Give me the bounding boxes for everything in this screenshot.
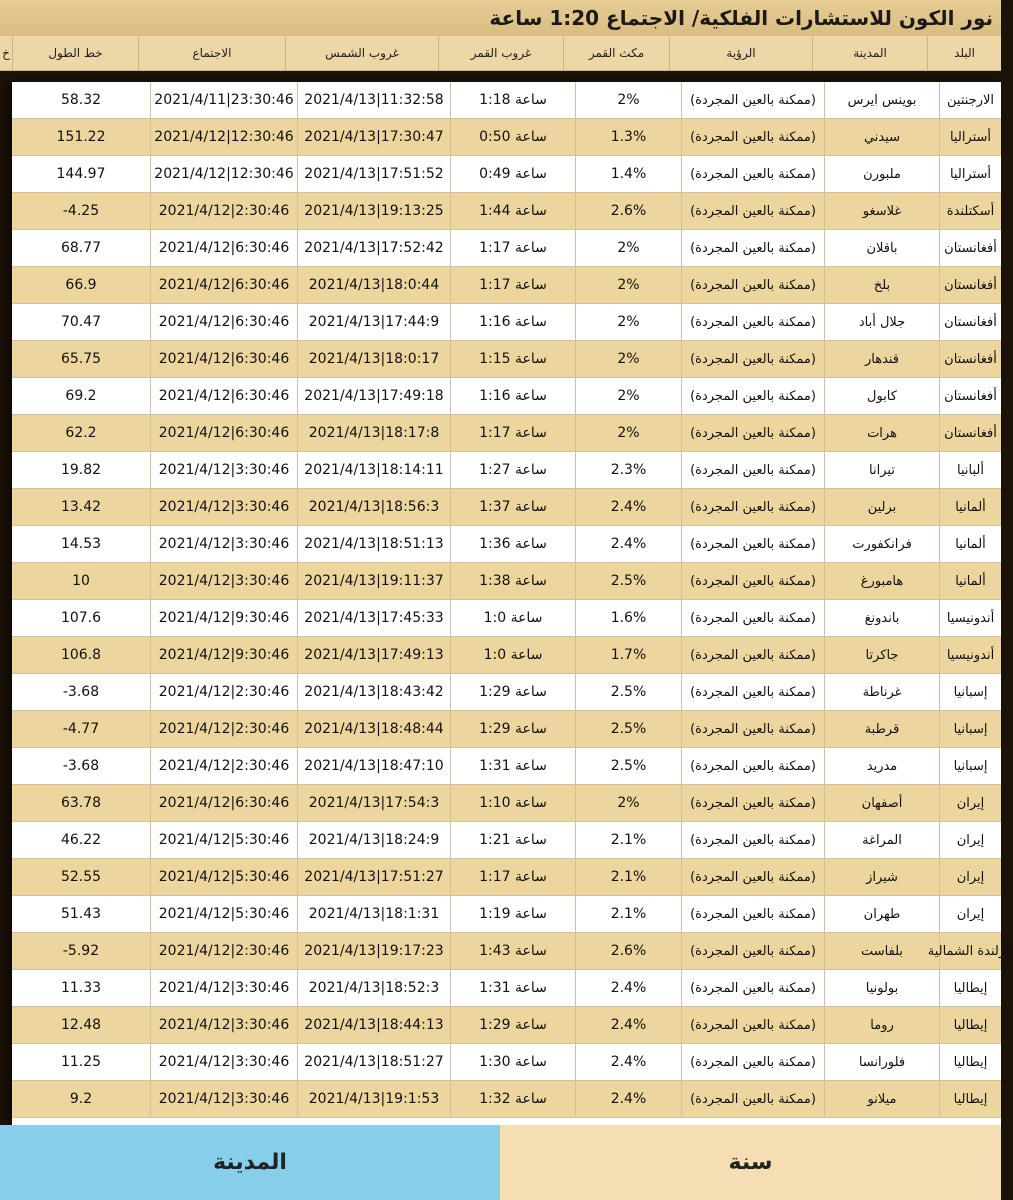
cell-longitude: 66.9 [65,277,97,293]
cell-country: إسبانيا [939,674,1001,710]
cell-moonset: 1:19 ساعة [450,896,575,932]
cell-visibility: (ممكنة بالعين المجردة) [681,674,824,710]
cell-sunset: 2021/4/13|18:52:3 [297,970,450,1006]
cell-longitude: 144.97 [56,166,106,182]
table-row[interactable] [12,156,1001,193]
cell-conjunction: 2021/4/12|6:30:46 [150,341,297,377]
table-row[interactable] [12,1081,1001,1118]
year-button[interactable]: سنة [500,1125,1001,1200]
cell-longitude: -3.68 [62,684,100,700]
column-header-longitude[interactable]: خط الطول [12,36,138,70]
cell-country: أفغانستان [939,341,1001,377]
cell-moon-stay: 2.5% [575,563,681,599]
cell-moon-stay: 2% [575,785,681,821]
column-header-sunset[interactable]: غروب الشمس [285,36,438,70]
cell-moonset: 1:18 ساعة [450,82,575,118]
cell-country: أفغانستان [939,267,1001,303]
cell-moonset: 1:15 ساعة [450,341,575,377]
cell-country: إيطاليا [939,1044,1001,1080]
cell-longitude: 52.55 [60,869,102,885]
cell-moonset: 1:17 ساعة [450,859,575,895]
table-row[interactable] [12,674,1001,711]
cell-moonset: 1:29 ساعة [450,711,575,747]
cell-sunset: 2021/4/13|17:52:42 [297,230,450,266]
cell-conjunction: 2021/4/12|6:30:46 [150,267,297,303]
table-row[interactable] [12,859,1001,896]
cell-sunset: 2021/4/13|18:51:27 [297,1044,450,1080]
cell-moon-stay: 1.7% [575,637,681,673]
table-row[interactable] [12,230,1001,267]
cell-moon-stay: 2.1% [575,859,681,895]
cell-moonset: 1:0 ساعة [450,637,575,673]
cell-moonset: 1:37 ساعة [450,489,575,525]
cell-sunset: 2021/4/13|18:17:8 [297,415,450,451]
cell-moonset: 1:10 ساعة [450,785,575,821]
cell-conjunction: 2021/4/12|3:30:46 [150,526,297,562]
cell-city: سيدني [824,119,939,155]
cell-visibility: (ممكنة بالعين المجردة) [681,896,824,932]
cell-longitude: 11.33 [60,980,102,996]
cell-longitude: 11.25 [60,1054,102,1070]
table-row[interactable] [12,267,1001,304]
cell-conjunction: 2021/4/12|6:30:46 [150,378,297,414]
table-row[interactable] [12,193,1001,230]
column-header-city[interactable]: المدينة [812,36,927,70]
cell-conjunction: 2021/4/11|23:30:46 [150,82,297,118]
cell-visibility: (ممكنة بالعين المجردة) [681,378,824,414]
cell-country: أستراليا [939,156,1001,192]
table-row[interactable] [12,452,1001,489]
cell-longitude: -4.77 [62,721,100,737]
table-row[interactable] [12,933,1013,970]
cell-visibility: (ممكنة بالعين المجردة) [681,748,824,784]
cell-country: إيران [939,785,1001,821]
cell-city: طهران [824,896,939,932]
table-body [12,82,1013,1118]
cell-visibility: (ممكنة بالعين المجردة) [681,563,824,599]
cell-moon-stay: 2.4% [575,526,681,562]
cell-sunset: 2021/4/13|18:14:11 [297,452,450,488]
cell-conjunction: 2021/4/12|6:30:46 [150,415,297,451]
cell-sunset: 2021/4/13|18:51:13 [297,526,450,562]
cell-country: أندونيسيا [939,637,1001,673]
city-button[interactable]: المدينة [0,1125,500,1200]
column-header-visibility[interactable]: الرؤية [669,36,812,70]
cell-visibility: (ممكنة بالعين المجردة) [681,526,824,562]
table-row[interactable] [12,600,1001,637]
cell-moon-stay: 2.3% [575,452,681,488]
cell-country: إيران [939,822,1001,858]
cell-sunset: 2021/4/13|18:48:44 [297,711,450,747]
cell-city: باندونغ [824,600,939,636]
cell-moon-stay: 2% [575,267,681,303]
cell-sunset: 2021/4/13|17:54:3 [297,785,450,821]
cell-country: أفغانستان [939,230,1001,266]
cell-conjunction: 2021/4/12|3:30:46 [150,489,297,525]
cell-longitude: 106.8 [60,647,102,663]
cell-city: ميلانو [824,1081,939,1117]
cell-visibility: (ممكنة بالعين المجردة) [681,822,824,858]
cell-longitude: -5.92 [62,943,100,959]
cell-moonset: 1:16 ساعة [450,304,575,340]
cell-longitude: 69.2 [65,388,97,404]
cell-moonset: 1:30 ساعة [450,1044,575,1080]
cell-city: هرات [824,415,939,451]
cell-longitude: 13.42 [60,499,102,515]
cell-country: أندونيسيا [939,600,1001,636]
cell-sunset: 2021/4/13|17:49:13 [297,637,450,673]
table-row[interactable] [12,711,1001,748]
cell-visibility: (ممكنة بالعين المجردة) [681,82,824,118]
cell-conjunction: 2021/4/12|2:30:46 [150,748,297,784]
cell-moonset: 1:21 ساعة [450,822,575,858]
table-row[interactable] [12,341,1001,378]
cell-moonset: 1:43 ساعة [450,933,575,969]
cell-visibility: (ممكنة بالعين المجردة) [681,859,824,895]
cell-visibility: (ممكنة بالعين المجردة) [681,1007,824,1043]
cell-visibility: (ممكنة بالعين المجردة) [681,230,824,266]
cell-sunset: 2021/4/13|18:0:17 [297,341,450,377]
cell-city: قرطبة [824,711,939,747]
cell-moonset: 1:31 ساعة [450,970,575,1006]
cell-city: أصفهان [824,785,939,821]
cell-city: غرناطة [824,674,939,710]
cell-moonset: 1:16 ساعة [450,378,575,414]
table-row[interactable] [12,563,1001,600]
cell-moonset: 1:17 ساعة [450,415,575,451]
cell-sunset: 2021/4/13|18:44:13 [297,1007,450,1043]
cell-visibility: (ممكنة بالعين المجردة) [681,933,824,969]
cell-visibility: (ممكنة بالعين المجردة) [681,711,824,747]
cell-moon-stay: 2% [575,230,681,266]
cell-moon-stay: 1.3% [575,119,681,155]
cell-conjunction: 2021/4/12|9:30:46 [150,637,297,673]
cell-country: إيطاليا [939,1081,1001,1117]
cell-sunset: 2021/4/13|18:43:42 [297,674,450,710]
table-row[interactable] [12,1007,1001,1044]
cell-visibility: (ممكنة بالعين المجردة) [681,341,824,377]
table-row[interactable] [12,637,1001,674]
cell-city: هامبورغ [824,563,939,599]
cell-longitude: 62.2 [65,425,97,441]
cell-moon-stay: 2% [575,304,681,340]
cell-longitude: 12.48 [60,1017,102,1033]
cell-conjunction: 2021/4/12|6:30:46 [150,230,297,266]
cell-conjunction: 2021/4/12|3:30:46 [150,1007,297,1043]
cell-longitude: 63.78 [60,795,102,811]
cell-city: شيراز [824,859,939,895]
cell-moon-stay: 1.4% [575,156,681,192]
cell-conjunction: 2021/4/12|5:30:46 [150,822,297,858]
table-row[interactable] [12,82,1001,119]
cell-conjunction: 2021/4/12|5:30:46 [150,859,297,895]
cell-conjunction: 2021/4/12|2:30:46 [150,674,297,710]
cell-moon-stay: 2.5% [575,748,681,784]
cell-conjunction: 2021/4/12|3:30:46 [150,452,297,488]
cell-visibility: (ممكنة بالعين المجردة) [681,119,824,155]
cell-sunset: 2021/4/13|19:13:25 [297,193,450,229]
data-table[interactable] [12,82,1013,1125]
cell-city: فرانكفورت [824,526,939,562]
table-row[interactable] [12,489,1001,526]
table-header [0,36,1001,71]
table-row[interactable] [12,896,1001,933]
cell-longitude: 9.2 [69,1091,93,1107]
cell-sunset: 2021/4/13|18:47:10 [297,748,450,784]
cell-visibility: (ممكنة بالعين المجردة) [681,415,824,451]
cell-visibility: (ممكنة بالعين المجردة) [681,600,824,636]
cell-moonset: 1:29 ساعة [450,674,575,710]
cell-longitude: -3.68 [62,758,100,774]
cell-sunset: 2021/4/13|17:51:52 [297,156,450,192]
cell-conjunction: 2021/4/12|6:30:46 [150,785,297,821]
cell-conjunction: 2021/4/12|3:30:46 [150,563,297,599]
cell-city: باقلان [824,230,939,266]
cell-city: المراغة [824,822,939,858]
cell-country: أسكتلندة [939,193,1001,229]
cell-conjunction: 2021/4/12|5:30:46 [150,896,297,932]
cell-sunset: 2021/4/13|18:1:31 [297,896,450,932]
cell-country: إسبانيا [939,748,1001,784]
table-row[interactable] [12,1044,1001,1081]
cell-country: أفغانستان [939,304,1001,340]
cell-city: قندهار [824,341,939,377]
table-row[interactable] [12,304,1001,341]
cell-sunset: 2021/4/13|19:11:37 [297,563,450,599]
cell-visibility: (ممكنة بالعين المجردة) [681,1081,824,1117]
cell-sunset: 2021/4/13|11:32:58 [297,82,450,118]
cell-longitude: 51.43 [60,906,102,922]
cell-country: أفغانستان [939,415,1001,451]
cell-longitude: 107.6 [60,610,102,626]
cell-conjunction: 2021/4/12|6:30:46 [150,304,297,340]
cell-longitude: 10 [72,573,90,589]
cell-sunset: 2021/4/13|18:24:9 [297,822,450,858]
cell-sunset: 2021/4/13|17:49:18 [297,378,450,414]
column-header-conjunction[interactable]: الاجتماع [138,36,285,70]
cell-country: الارجنتين [939,82,1001,118]
cell-conjunction: 2021/4/12|12:30:46 [150,119,297,155]
bottom-toolbar [0,1125,1001,1200]
cell-longitude: 151.22 [56,129,106,145]
cell-longitude: 58.32 [60,92,102,108]
cell-city: بلخ [824,267,939,303]
cell-sunset: 2021/4/13|18:0:44 [297,267,450,303]
cell-longitude: 70.47 [60,314,102,330]
column-header-moon-stay[interactable]: مكث القمر [563,36,669,70]
cell-visibility: (ممكنة بالعين المجردة) [681,489,824,525]
cell-sunset: 2021/4/13|17:30:47 [297,119,450,155]
cell-country: أستراليا [939,119,1001,155]
cell-country: إيرلندة الشمالية [939,933,1001,969]
cell-moon-stay: 2.6% [575,933,681,969]
cell-city: بولونيا [824,970,939,1006]
table-row[interactable] [12,415,1001,452]
cell-country: إيطاليا [939,970,1001,1006]
cell-conjunction: 2021/4/12|9:30:46 [150,600,297,636]
cell-city: جلال أباد [824,304,939,340]
cell-moon-stay: 2% [575,378,681,414]
cell-sunset: 2021/4/13|18:56:3 [297,489,450,525]
cell-visibility: (ممكنة بالعين المجردة) [681,637,824,673]
cell-city: برلين [824,489,939,525]
cell-moonset: 1:29 ساعة [450,1007,575,1043]
cell-country: إيطاليا [939,1007,1001,1043]
cell-country: أفغانستان [939,378,1001,414]
cell-moon-stay: 2.4% [575,1081,681,1117]
app-title: نور الكون للاستشارات الفلكية/ الاجتماع 1:20 ساعة [0,0,1001,36]
cell-moon-stay: 2% [575,341,681,377]
cell-moon-stay: 2.1% [575,896,681,932]
cell-moonset: 1:38 ساعة [450,563,575,599]
cell-conjunction: 2021/4/12|2:30:46 [150,193,297,229]
column-header-moonset[interactable]: غروب القمر [438,36,563,70]
cell-moon-stay: 2.4% [575,1007,681,1043]
cell-moonset: 1:32 ساعة [450,1081,575,1117]
cell-conjunction: 2021/4/12|2:30:46 [150,933,297,969]
cell-moonset: 1:0 ساعة [450,600,575,636]
cell-conjunction: 2021/4/12|3:30:46 [150,1081,297,1117]
cell-sunset: 2021/4/13|19:1:53 [297,1081,450,1117]
column-header-partial[interactable]: خ [2,46,10,60]
cell-country: ألمانيا [939,489,1001,525]
table-row[interactable] [12,822,1001,859]
cell-visibility: (ممكنة بالعين المجردة) [681,1044,824,1080]
cell-city: روما [824,1007,939,1043]
cell-moonset: 1:17 ساعة [450,230,575,266]
table-row[interactable] [12,785,1001,822]
cell-visibility: (ممكنة بالعين المجردة) [681,970,824,1006]
table-row[interactable] [12,378,1001,415]
cell-conjunction: 2021/4/12|3:30:46 [150,970,297,1006]
table-row[interactable] [12,970,1001,1007]
cell-moon-stay: 2.5% [575,711,681,747]
table-row[interactable] [12,526,1001,563]
column-header-country[interactable]: البلد [927,36,1001,70]
cell-moon-stay: 2.4% [575,489,681,525]
cell-moon-stay: 2.1% [575,822,681,858]
cell-visibility: (ممكنة بالعين المجردة) [681,304,824,340]
cell-visibility: (ممكنة بالعين المجردة) [681,156,824,192]
cell-moon-stay: 2.4% [575,1044,681,1080]
cell-moon-stay: 2.6% [575,193,681,229]
cell-visibility: (ممكنة بالعين المجردة) [681,193,824,229]
cell-sunset: 2021/4/13|19:17:23 [297,933,450,969]
cell-moonset: 1:27 ساعة [450,452,575,488]
cell-longitude: 14.53 [60,536,102,552]
cell-moon-stay: 2.4% [575,970,681,1006]
cell-conjunction: 2021/4/12|2:30:46 [150,711,297,747]
cell-city: ملبورن [824,156,939,192]
cell-longitude: 19.82 [60,462,102,478]
cell-longitude: -4.25 [62,203,100,219]
cell-moonset: 1:44 ساعة [450,193,575,229]
cell-longitude: 65.75 [60,351,102,367]
table-row[interactable] [12,119,1001,156]
cell-conjunction: 2021/4/12|3:30:46 [150,1044,297,1080]
cell-visibility: (ممكنة بالعين المجردة) [681,267,824,303]
cell-longitude: 46.22 [60,832,102,848]
cell-sunset: 2021/4/13|17:45:33 [297,600,450,636]
cell-country: ألمانيا [939,563,1001,599]
cell-city: فلورانسا [824,1044,939,1080]
cell-country: إيران [939,896,1001,932]
cell-moonset: 1:17 ساعة [450,267,575,303]
cell-moonset: 1:31 ساعة [450,748,575,784]
cell-country: ألبانيا [939,452,1001,488]
cell-city: غلاسغو [824,193,939,229]
cell-moonset: 0:50 ساعة [450,119,575,155]
cell-moonset: 1:36 ساعة [450,526,575,562]
cell-sunset: 2021/4/13|17:51:27 [297,859,450,895]
cell-moonset: 0:49 ساعة [450,156,575,192]
cell-country: إيران [939,859,1001,895]
cell-city: بلفاست [824,933,939,969]
cell-city: جاكرتا [824,637,939,673]
cell-city: تيرانا [824,452,939,488]
cell-visibility: (ممكنة بالعين المجردة) [681,785,824,821]
cell-country: ألمانيا [939,526,1001,562]
cell-conjunction: 2021/4/12|12:30:46 [150,156,297,192]
cell-moon-stay: 2% [575,415,681,451]
table-row[interactable] [12,748,1001,785]
cell-moon-stay: 2.5% [575,674,681,710]
cell-visibility: (ممكنة بالعين المجردة) [681,452,824,488]
cell-sunset: 2021/4/13|17:44:9 [297,304,450,340]
cell-city: بوينس ايرس [824,82,939,118]
cell-city: كابول [824,378,939,414]
cell-moon-stay: 2% [575,82,681,118]
cell-city: مدريد [824,748,939,784]
cell-moon-stay: 1.6% [575,600,681,636]
cell-country: إسبانيا [939,711,1001,747]
cell-longitude: 68.77 [60,240,102,256]
